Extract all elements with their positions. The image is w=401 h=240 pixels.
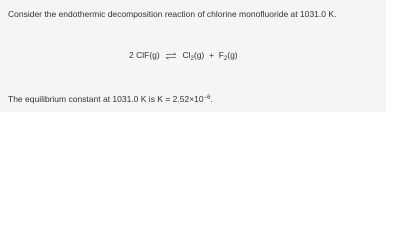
- equilibrium-arrow-icon: [165, 52, 177, 60]
- reactant-state: (g): [149, 50, 160, 60]
- product2-element: F: [218, 50, 224, 60]
- intro-text: Consider the endothermic decomposition reaction of chlorine monofluoride at 1031.0 K.: [8, 9, 337, 19]
- reactant-formula: ClF: [136, 50, 150, 60]
- reaction-equation: [129, 50, 238, 61]
- product2-subscript: 2: [223, 56, 228, 62]
- conclusion-text: The equilibrium constant at 1031.0 K is K = 2.52×10: [8, 94, 204, 104]
- product1-element: Cl: [182, 50, 191, 60]
- problem-panel: [0, 0, 386, 112]
- constant-exponent: −6: [203, 95, 211, 101]
- product1-subscript: 2: [190, 56, 194, 62]
- reactant-coefficient: 2: [129, 50, 134, 60]
- equilibrium-constant-statement: [8, 94, 213, 105]
- plus-sign: +: [208, 50, 214, 60]
- product1-state: (g): [193, 50, 205, 60]
- product2-state: (g): [227, 50, 238, 60]
- end-period: .: [210, 94, 213, 104]
